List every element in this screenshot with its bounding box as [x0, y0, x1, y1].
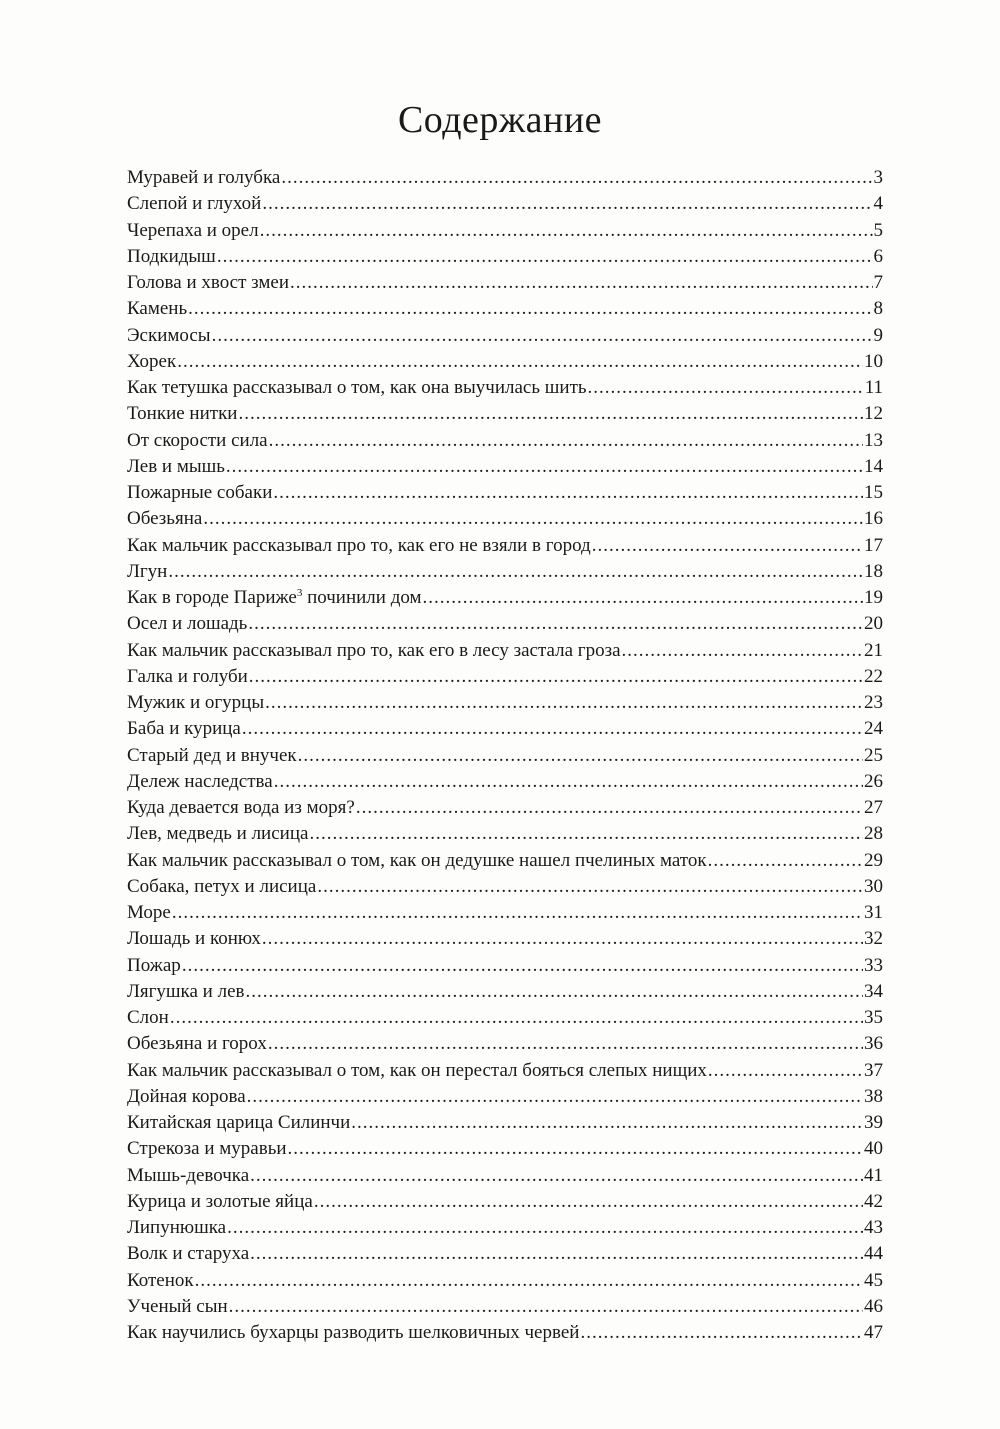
dot-leader	[170, 1005, 863, 1031]
toc-entry	[127, 638, 883, 664]
dot-leader	[273, 480, 863, 506]
dot-leader	[168, 559, 863, 585]
dot-leader	[212, 323, 873, 349]
toc-entry-page-number: 46	[864, 1295, 883, 1317]
toc-entry	[127, 848, 883, 874]
toc-entry-page-number: 4	[873, 193, 883, 215]
toc-entry-title: Как мальчик рассказывал о том, как он дедушке нашел пчелиных маток	[127, 849, 707, 871]
toc-entry	[127, 1058, 883, 1084]
toc-entry-title: Как мальчик рассказывал про то, как его не взяли в город	[127, 534, 591, 556]
toc-entry-page-number: 33	[864, 954, 883, 976]
dot-leader	[250, 1163, 863, 1189]
dot-leader	[249, 664, 863, 690]
dot-leader	[356, 795, 863, 821]
toc-entry-title: Пожарные собаки	[127, 482, 273, 503]
toc-entry-page-number: 10	[864, 350, 883, 372]
toc-entry	[127, 821, 883, 847]
toc-entry-title: Мужик и огурцы	[127, 692, 265, 713]
toc-entry	[127, 165, 883, 191]
toc-entry	[127, 480, 883, 506]
toc-entry-title: Хорек	[127, 350, 177, 372]
toc-entry	[127, 1163, 883, 1189]
toc-entry-page-number: 7	[873, 272, 883, 293]
toc-entry-title: Котенок	[127, 1269, 194, 1291]
toc-entry-title: Камень	[127, 298, 188, 320]
toc-entry	[127, 218, 883, 244]
toc-entry-title: Баба и курица	[127, 718, 241, 740]
toc-entry	[127, 428, 883, 454]
dot-leader	[290, 270, 872, 296]
dot-leader	[262, 926, 863, 952]
dot-leader	[247, 1084, 863, 1110]
toc-entry	[127, 690, 883, 716]
toc-entry	[127, 716, 883, 742]
toc-entry	[127, 1189, 883, 1215]
toc-entry-page-number: 13	[864, 429, 883, 451]
dot-leader	[317, 874, 863, 900]
toc-entry-page-number: 32	[864, 928, 883, 950]
toc-entry	[127, 611, 883, 637]
dot-leader	[182, 953, 863, 979]
toc-entry-page-number: 18	[864, 560, 883, 582]
dot-leader	[314, 1189, 863, 1215]
toc-entry-page-number: 24	[864, 718, 883, 740]
toc-entry-page-number: 25	[864, 744, 883, 766]
toc-entry-page-number: 41	[864, 1164, 883, 1186]
toc-entry	[127, 1005, 883, 1031]
toc-entry	[127, 401, 883, 427]
toc-entry-page-number: 37	[864, 1059, 883, 1081]
dot-leader	[265, 690, 863, 716]
dot-leader	[227, 1215, 863, 1241]
toc-entry	[127, 506, 883, 532]
dot-leader	[588, 375, 864, 401]
toc-entry-title-text: починили дом	[302, 587, 422, 608]
dot-leader	[238, 401, 863, 427]
toc-entry-page-number: 21	[864, 639, 883, 661]
toc-entry	[127, 1241, 883, 1267]
toc-entry	[127, 323, 883, 349]
dot-leader	[245, 979, 863, 1005]
toc-entry	[127, 454, 883, 480]
toc-entry	[127, 926, 883, 952]
toc-entry-page-number: 47	[864, 1322, 883, 1343]
toc-entry-title: Мышь-девочка	[127, 1164, 250, 1186]
toc-entry-page-number: 40	[864, 1138, 883, 1160]
toc-entry-title: Липунюшка	[127, 1217, 227, 1238]
dot-leader	[172, 900, 863, 926]
toc-entry	[127, 1215, 883, 1241]
dot-leader	[580, 1320, 863, 1346]
toc-entry-page-number: 38	[864, 1085, 883, 1107]
toc-entry-title: Как научились бухарцы разводить шелковичных червей	[127, 1322, 580, 1343]
toc-entry-page-number: 8	[873, 298, 883, 320]
dot-leader	[592, 533, 863, 559]
toc-entry-page-number: 39	[864, 1112, 883, 1133]
dot-leader	[248, 611, 863, 637]
dot-leader	[177, 349, 863, 375]
toc-entry-title: Осел и лошадь	[127, 613, 248, 635]
toc-entry-title: Лев и мышь	[127, 455, 225, 477]
toc-entry	[127, 874, 883, 900]
dot-leader	[268, 1031, 863, 1057]
toc-entry-title: Собака, петух и лисица	[127, 875, 317, 897]
toc-entry-title: Дойная корова	[127, 1085, 246, 1107]
toc-entry	[127, 375, 883, 401]
dot-leader	[260, 218, 873, 244]
toc-entry-page-number: 17	[864, 534, 883, 556]
toc-entry-title: Как мальчик рассказывал о том, как он перестал бояться слепых нищих	[127, 1059, 707, 1081]
toc-entry-title: Лягушка и лев	[127, 980, 245, 1002]
toc-entry-page-number: 14	[864, 455, 883, 477]
toc-entry	[127, 270, 883, 296]
toc-entry	[127, 533, 883, 559]
toc-entry-title: От скорости сила	[127, 429, 268, 451]
toc-entry-page-number: 36	[864, 1033, 883, 1055]
footnote-marker: 3	[296, 587, 303, 599]
toc-entry-page-number: 19	[864, 587, 883, 608]
toc-entry-title: Как мальчик рассказывал про то, как его в лесу застала гроза	[127, 639, 621, 661]
toc-entry-page-number: 27	[864, 797, 883, 818]
toc-entry-page-number: 12	[864, 403, 883, 425]
toc-entry-page-number: 22	[864, 665, 883, 687]
toc-entry-page-number: 23	[864, 692, 883, 713]
toc-entry-page-number: 9	[873, 324, 883, 346]
toc-entry-title	[127, 585, 422, 611]
toc-entry-page-number: 3	[873, 167, 883, 188]
toc-entry	[127, 1110, 883, 1136]
toc-entry-title: Подкидыш	[127, 245, 216, 267]
toc-entry-title: Пожар	[127, 954, 181, 976]
toc-entry-title: Слепой и глухой	[127, 193, 262, 215]
toc-entry	[127, 953, 883, 979]
toc-entry-page-number: 43	[864, 1217, 883, 1238]
toc-entry-title: Дележ наследства	[127, 770, 273, 792]
dot-leader	[242, 716, 863, 742]
toc-entry-page-number: 28	[864, 823, 883, 845]
toc-entry	[127, 769, 883, 795]
toc-entry	[127, 191, 883, 217]
dot-leader	[423, 585, 863, 611]
toc-entry-title: Куда девается вода из моря?	[127, 797, 355, 818]
dot-leader	[622, 638, 863, 664]
dot-leader	[269, 428, 863, 454]
toc-entry-title: Волк и старуха	[127, 1243, 250, 1265]
dot-leader	[288, 1136, 863, 1162]
toc-entry-page-number: 15	[864, 482, 883, 503]
dot-leader	[298, 743, 863, 769]
toc-entry-page-number: 34	[864, 980, 883, 1002]
toc-entry	[127, 1320, 883, 1346]
toc-entry-title: Тонкие нитки	[127, 403, 238, 425]
dot-leader	[229, 1294, 863, 1320]
dot-leader	[708, 848, 863, 874]
toc-entry	[127, 349, 883, 375]
toc-entry-page-number: 44	[864, 1243, 883, 1265]
toc-entry	[127, 585, 883, 611]
dot-leader	[281, 165, 872, 191]
toc-entry-title: Обезьяна и горох	[127, 1033, 267, 1055]
dot-leader	[274, 769, 863, 795]
toc-entry-title: Старый дед и внучек	[127, 744, 297, 766]
toc-entry-title: Стрекоза и муравьи	[127, 1138, 287, 1160]
toc-entry-page-number: 29	[864, 849, 883, 871]
toc-entry-title: Голова и хвост змеи	[127, 272, 290, 293]
toc-entry	[127, 1268, 883, 1294]
toc-entry-title: Черепаха и орел	[127, 219, 259, 241]
toc-entry	[127, 1084, 883, 1110]
toc-entry-title: Слон	[127, 1007, 169, 1028]
toc-entry-page-number: 35	[864, 1007, 883, 1028]
toc-entry-title: Эскимосы	[127, 324, 211, 346]
toc-entry	[127, 244, 883, 270]
dot-leader	[203, 506, 863, 532]
toc-entry-title: Море	[127, 902, 171, 923]
toc-entry-page-number: 16	[864, 508, 883, 530]
toc-entry-page-number: 11	[864, 377, 883, 398]
toc-entry-title: Как тетушка рассказывал о том, как она выучилась шить	[127, 377, 587, 398]
toc-entry-page-number: 20	[864, 613, 883, 635]
toc-entry	[127, 979, 883, 1005]
dot-leader	[708, 1058, 863, 1084]
toc-entry	[127, 1031, 883, 1057]
toc-entry-page-number: 30	[864, 875, 883, 897]
toc-entry-title: Галка и голуби	[127, 665, 248, 687]
toc-entry	[127, 559, 883, 585]
toc-entry-page-number: 26	[864, 770, 883, 792]
toc-entry-title: Лгун	[127, 560, 168, 582]
toc-entry	[127, 664, 883, 690]
toc-entry-title: Лошадь и конюх	[127, 928, 261, 950]
toc-entry-page-number: 5	[873, 219, 883, 241]
toc-entry-title-text: Как в городе Париже	[127, 587, 297, 608]
dot-leader	[250, 1241, 863, 1267]
toc-entry	[127, 1136, 883, 1162]
toc-entry-title: Китайская царица Силинчи	[127, 1112, 351, 1133]
toc-entry	[127, 743, 883, 769]
toc-entry	[127, 1294, 883, 1320]
dot-leader	[226, 454, 863, 480]
toc-entry	[127, 795, 883, 821]
toc-entry	[127, 900, 883, 926]
toc-entry-page-number: 31	[864, 902, 883, 923]
toc-entry-page-number: 42	[864, 1190, 883, 1212]
dot-leader	[217, 244, 873, 270]
dot-leader	[262, 191, 872, 217]
toc-entry-title: Курица и золотые яйца	[127, 1190, 313, 1212]
toc-entry-page-number: 6	[873, 245, 883, 267]
dot-leader	[351, 1110, 863, 1136]
toc-entry	[127, 296, 883, 322]
dot-leader	[188, 296, 872, 322]
table-of-contents	[127, 165, 883, 1346]
toc-entry-title: Обезьяна	[127, 508, 203, 530]
dot-leader	[309, 821, 863, 847]
toc-entry-title: Ученый сын	[127, 1295, 228, 1317]
toc-entry-title: Муравей и голубка	[127, 167, 281, 188]
dot-leader	[195, 1268, 863, 1294]
toc-entry-title: Лев, медведь и лисица	[127, 823, 309, 845]
toc-entry-page-number: 45	[864, 1269, 883, 1291]
page-title: Содержание	[397, 99, 603, 141]
